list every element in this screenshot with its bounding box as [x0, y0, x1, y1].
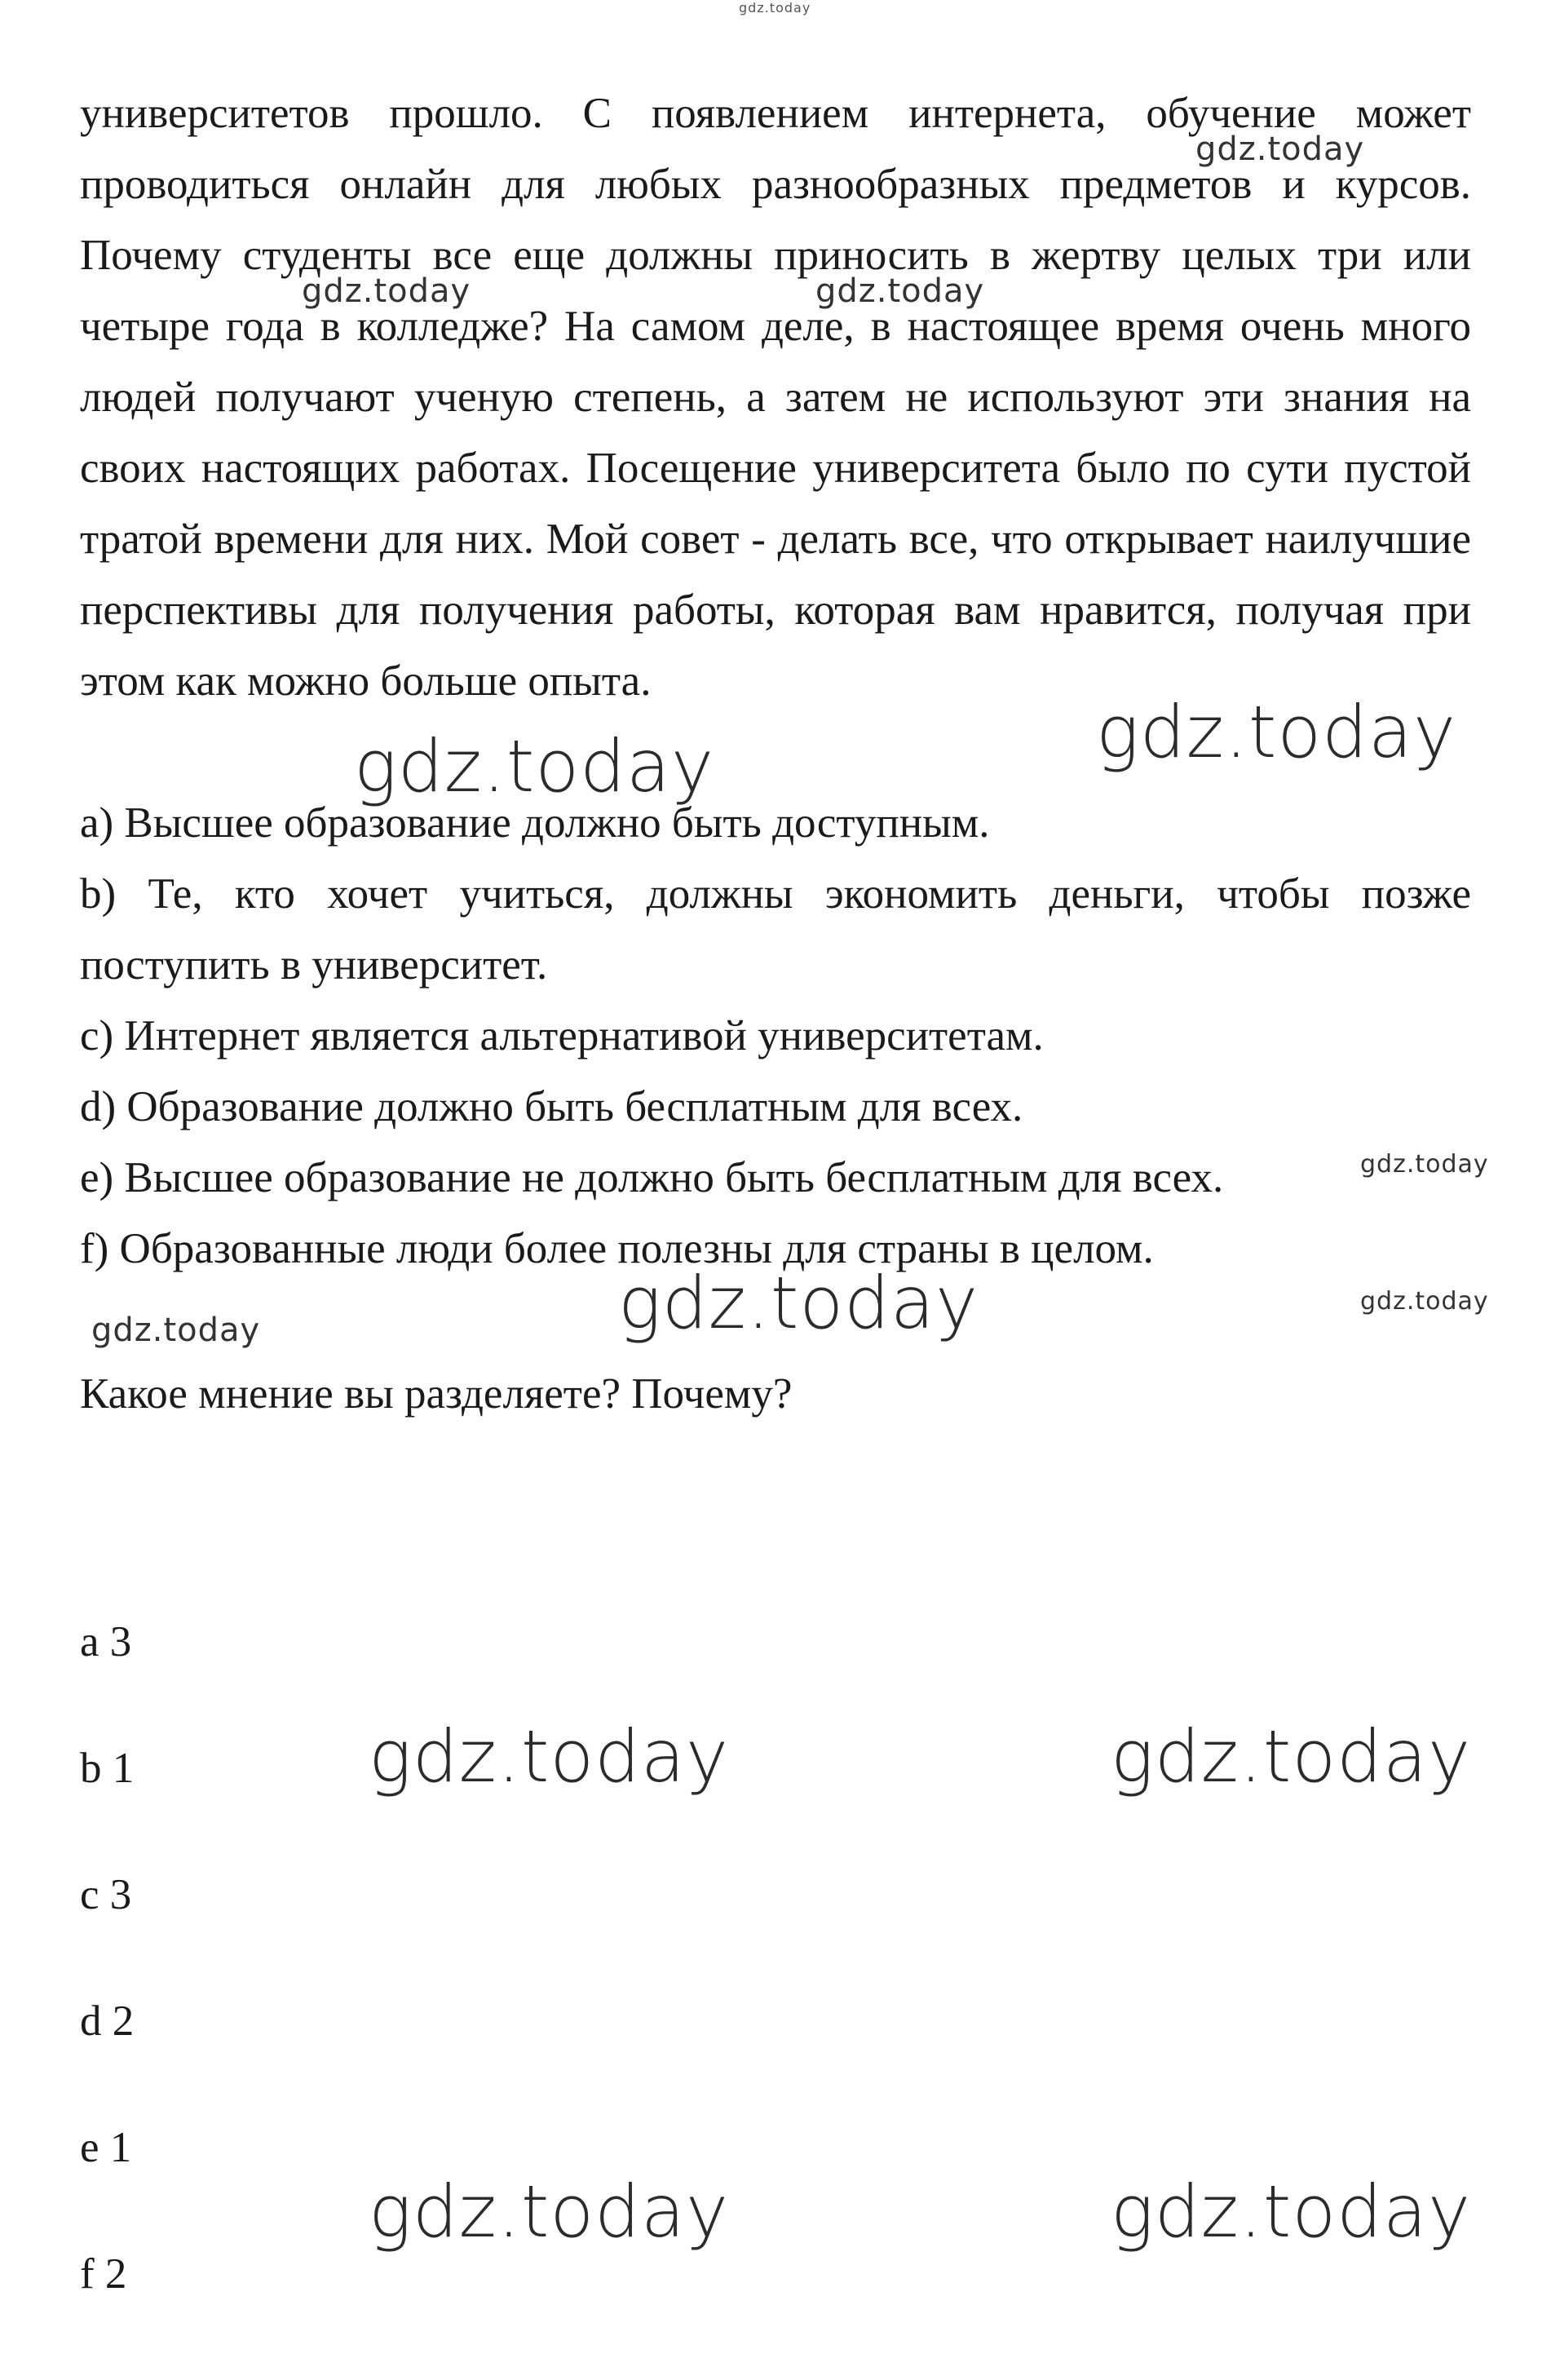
- watermark: gdz.today: [1096, 690, 1457, 774]
- option-f: f) Образованные люди более полезны для страны в целом.: [80, 1225, 1154, 1272]
- answers-list: [80, 1607, 134, 2365]
- answer-a: a 3: [80, 1618, 132, 1666]
- answer-f: f 2: [80, 2250, 127, 2298]
- question-text: Какое мнение вы разделяете? Почему?: [80, 1370, 793, 1418]
- answer-d: d 2: [80, 1997, 135, 2045]
- answer-b: b 1: [80, 1745, 135, 1792]
- watermark: gdz.today: [1360, 1287, 1489, 1316]
- opinion-options-list: [80, 788, 1471, 1285]
- option-d: d) Образование должно быть бесплатным для всех.: [80, 1083, 1023, 1130]
- option-b: b) Те, кто хочет учиться, должны экономить деньги, чтобы позже поступить в университет.: [80, 870, 1471, 989]
- option-e: e) Высшее образование не должно быть бесплатным для всех.: [80, 1154, 1224, 1201]
- watermark: gdz.today: [302, 272, 471, 310]
- watermark: gdz.today: [1195, 131, 1365, 168]
- body-paragraph: университетов прошло. С появлением интернета, обучение может проводиться онлайн для любых разнообразных предметов и курсов. Почему студенты все еще должны приносить в жертву целых три или четыре года в колледже? На самом деле, в настоящее время очень много людей получают ученую степень, а затем не используют эти знания на своих настоящих работах. Посещение университета было по сути пустой тратой времени для них. Мой совет - делать все, что открывает наилучшие перспективы для получения работы, которая вам нравится, получая при этом как можно больше опыта.: [80, 90, 1471, 705]
- watermark: gdz.today: [618, 1261, 979, 1345]
- watermark: gdz.today: [369, 1714, 730, 1798]
- answer-c: c 3: [80, 1871, 132, 1918]
- option-c: c) Интернет является альтернативой университетам.: [80, 1012, 1044, 1059]
- option-a: a) Высшее образование должно быть доступным.: [80, 799, 990, 847]
- watermark: gdz.today: [815, 272, 985, 310]
- watermark: gdz.today: [369, 2170, 730, 2254]
- watermark: gdz.today: [1360, 1150, 1489, 1179]
- watermark: gdz.today: [739, 0, 811, 15]
- watermark: gdz.today: [1111, 2170, 1472, 2254]
- watermark: gdz.today: [1111, 1714, 1472, 1798]
- watermark: gdz.today: [91, 1312, 261, 1349]
- answer-e: e 1: [80, 2124, 132, 2171]
- watermark: gdz.today: [354, 724, 715, 808]
